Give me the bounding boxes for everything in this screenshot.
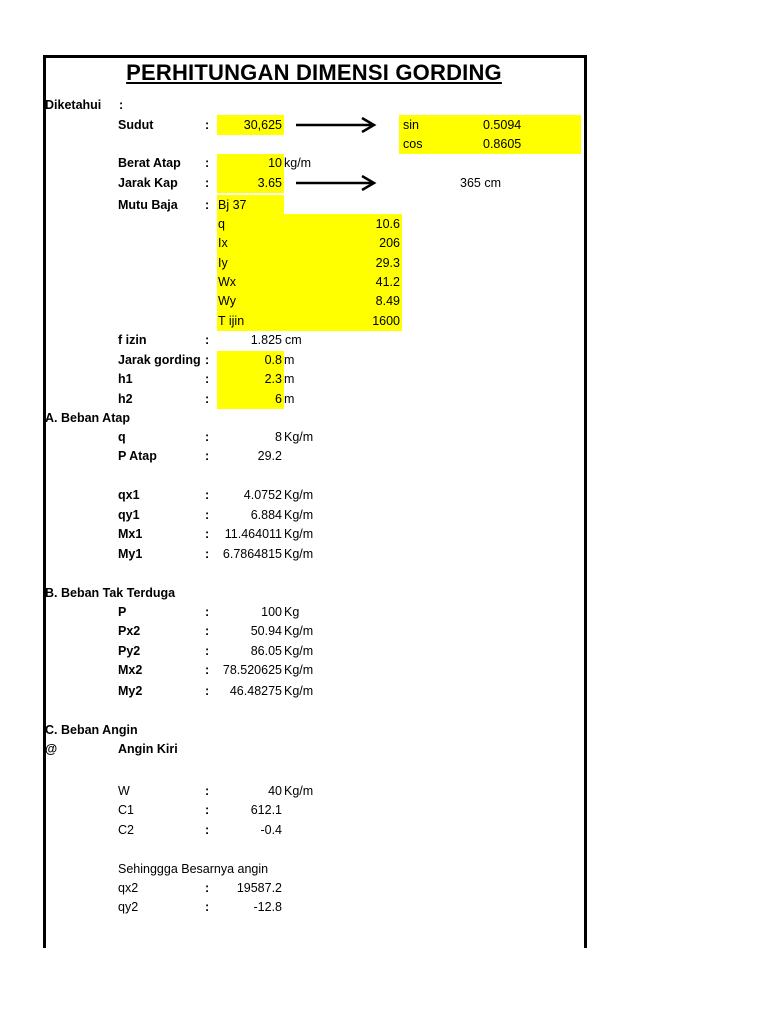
arrow-right-icon — [296, 175, 378, 191]
h2-label: h2 — [118, 392, 133, 406]
h1-value: 2.3 — [264, 372, 282, 386]
colon: : — [119, 98, 124, 112]
colon: : — [205, 488, 210, 502]
cos-value: 0.8605 — [483, 137, 522, 151]
page-title: PERHITUNGAN DIMENSI GORDING — [126, 60, 502, 85]
sub-heading: Angin Kiri — [118, 742, 178, 756]
row-label: C1 — [118, 803, 134, 817]
row-label: q — [118, 430, 126, 444]
colon: : — [205, 527, 210, 541]
f-izin-value: 1.825 — [250, 333, 282, 347]
berat-atap-label: Berat Atap — [118, 156, 181, 170]
berat-atap-unit: kg/m — [284, 156, 312, 170]
jarak-kap-converted: 365 cm — [460, 176, 501, 190]
colon: : — [205, 508, 210, 522]
row-label: Px2 — [118, 624, 141, 638]
row-unit: Kg/m — [284, 663, 314, 677]
row-unit: Kg/m — [284, 430, 314, 444]
profile-value: 41.2 — [375, 275, 400, 289]
sehingga-label: Sehinggga Besarnya angin — [118, 862, 269, 876]
jarak-gording-label: Jarak gording — [118, 353, 201, 367]
row-unit: Kg/m — [284, 644, 314, 658]
h2-value: 6 — [275, 392, 282, 406]
h1-label: h1 — [118, 372, 133, 386]
section-heading: C. Beban Angin — [45, 723, 138, 737]
row-value: 11.464011 — [224, 527, 282, 541]
profile-label: Iy — [218, 256, 228, 270]
row-value: 19587.2 — [236, 881, 282, 895]
row-value: 6.884 — [250, 508, 282, 522]
row-value: 78.520625 — [222, 663, 282, 677]
row-unit: Kg — [284, 605, 300, 619]
colon: : — [205, 900, 210, 914]
colon: : — [205, 198, 210, 212]
row-value: -12.8 — [253, 900, 282, 914]
sin-label: sin — [403, 118, 419, 132]
colon: : — [205, 823, 210, 837]
colon: : — [205, 684, 210, 698]
row-unit: Kg/m — [284, 547, 314, 561]
row-label: Mx1 — [118, 527, 143, 541]
colon: : — [205, 803, 210, 817]
profile-value: 29.3 — [375, 256, 400, 270]
row-unit: Kg/m — [284, 784, 314, 798]
profile-value: 1600 — [372, 314, 400, 328]
row-unit: Kg/m — [284, 527, 314, 541]
colon: : — [205, 663, 210, 677]
row-value: 86.05 — [250, 644, 282, 658]
colon: : — [205, 392, 210, 406]
colon: : — [205, 784, 210, 798]
colon: : — [205, 118, 210, 132]
row-label: P — [118, 605, 127, 619]
colon: : — [205, 156, 210, 170]
row-value: 40 — [268, 784, 282, 798]
sin-value: 0.5094 — [483, 118, 522, 132]
colon: : — [205, 624, 210, 638]
row-value: 29.2 — [257, 449, 282, 463]
profile-label: q — [218, 217, 225, 231]
mutu-baja-value: Bj 37 — [218, 198, 247, 212]
row-value: 8 — [275, 430, 282, 444]
h1-unit: m — [284, 372, 295, 386]
jarak-gording-value: 0.8 — [264, 353, 282, 367]
profile-label: T ijin — [218, 314, 245, 328]
colon: : — [205, 353, 210, 367]
row-label: My2 — [118, 684, 143, 698]
mutu-baja-label: Mutu Baja — [118, 198, 178, 212]
profile-label: Wx — [218, 275, 237, 289]
h2-unit: m — [284, 392, 295, 406]
row-unit: Kg/m — [284, 684, 314, 698]
row-label: qy2 — [118, 900, 139, 914]
row-value: 46.48275 — [229, 684, 282, 698]
row-label: Mx2 — [118, 663, 143, 677]
at-symbol: @ — [45, 742, 58, 756]
colon: : — [205, 449, 210, 463]
section-heading: A. Beban Atap — [45, 411, 130, 425]
jarak-kap-value: 3.65 — [257, 176, 282, 190]
row-unit: Kg/m — [284, 624, 314, 638]
colon: : — [205, 547, 210, 561]
row-label: qy1 — [118, 508, 140, 522]
row-label: Py2 — [118, 644, 141, 658]
sudut-label: Sudut — [118, 118, 154, 132]
profile-value: 206 — [379, 236, 400, 250]
row-label: qx2 — [118, 881, 139, 895]
row-label: W — [118, 784, 130, 798]
f-izin-unit: cm — [285, 333, 302, 347]
colon: : — [205, 644, 210, 658]
profile-label: Ix — [218, 236, 228, 250]
row-label: My1 — [118, 547, 143, 561]
row-label: P Atap — [118, 449, 157, 463]
cos-label: cos — [403, 137, 423, 151]
jarak-kap-label: Jarak Kap — [118, 176, 178, 190]
arrow-right-icon — [296, 117, 378, 133]
colon: : — [205, 881, 210, 895]
row-value: 612.1 — [250, 803, 282, 817]
profile-label: Wy — [218, 294, 236, 308]
row-value: 6.7864815 — [222, 547, 282, 561]
f-izin-label: f izin — [118, 333, 147, 347]
diketahui-label: Diketahui — [45, 98, 102, 112]
row-unit: Kg/m — [284, 508, 314, 522]
colon: : — [205, 333, 210, 347]
row-value: 100 — [261, 605, 282, 619]
row-value: 4.0752 — [243, 488, 282, 502]
row-label: qx1 — [118, 488, 140, 502]
profile-value: 10.6 — [375, 217, 400, 231]
colon: : — [205, 372, 210, 386]
row-label: C2 — [118, 823, 134, 837]
colon: : — [205, 176, 210, 190]
sudut-value: 30,625 — [243, 118, 282, 132]
section-heading: B. Beban Tak Terduga — [45, 586, 176, 600]
row-value: -0.4 — [260, 823, 282, 837]
colon: : — [205, 430, 210, 444]
jarak-gording-unit: m — [284, 353, 295, 367]
colon: : — [205, 605, 210, 619]
berat-atap-value: 10 — [268, 156, 282, 170]
row-unit: Kg/m — [284, 488, 314, 502]
profile-value: 8.49 — [375, 294, 400, 308]
row-value: 50.94 — [250, 624, 282, 638]
